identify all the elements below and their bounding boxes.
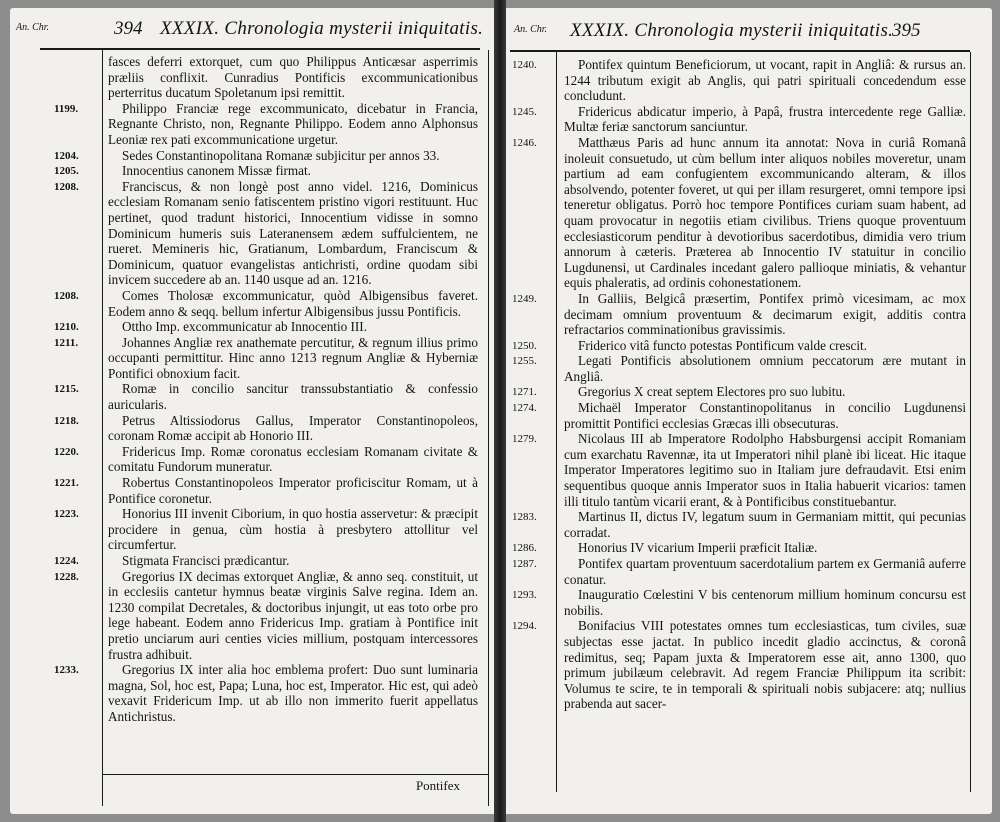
chronology-entry: [512, 400, 966, 431]
entry-year: 1228.: [54, 570, 79, 583]
entry-text: Gregorius IX decimas extorquet Angliæ, & anno seq. constituit, ut in ecclesiis cantetur hymnus beatæ virginis Salve regina. Idem an. 1230 compilat Decretales, & doctoribus injungit, ut eas toto orbe pro lege habeant. Eodem anno Fridericus Imp. gratiam à Pontifice init pretio unciarum auri centies vicies millium, postquam intercessores frustra adhibuit.: [108, 568, 478, 662]
chronology-entry: [512, 353, 966, 384]
left-margin-label: An. Chr.: [16, 22, 50, 33]
chronology-entry: [54, 553, 478, 569]
entry-text: Friderico vitâ functo potestas Pontificum valde crescit.: [578, 337, 867, 353]
entry-year: 1274.: [512, 402, 537, 415]
entry-text: Michaël Imperator Constantinopolitanus in concilio Lugdunensi promittit Pontifici ecclesias Græcas illi obsecuturas.: [564, 400, 966, 431]
right-page-body: [512, 57, 966, 712]
chronology-entry: [512, 57, 966, 104]
entry-text: Inauguratio Cœlestini V bis centenorum millium hominum concursu est nobilis.: [564, 587, 966, 618]
chronology-entry: [54, 163, 478, 179]
chronology-entry: [54, 100, 478, 148]
chronology-entry: [512, 384, 966, 400]
chronology-entry: [54, 662, 478, 724]
entry-year: 1220.: [54, 445, 79, 458]
entry-text: Philippo Franciæ rege excommunicato, dicebatur in Francia, Regnante Christo, non, Regnante Philippo. Eodem anno Alphonsus Leoniæ rex pati excommunicatione urgetur.: [108, 100, 478, 147]
entry-text: Pontifex quintum Beneficiorum, ut vocant, rapit in Angliâ: & rursus an. 1244 tributum exigit ab Anglis, qui patri spirituali concedendum esse concludunt.: [564, 57, 966, 104]
entry-year: 1221.: [54, 477, 79, 490]
entry-text: Romæ in concilio sancitur transsubstantiatio & confessio auricularis.: [108, 381, 478, 413]
entry-text: Comes Tholosæ excommunicatur, quòd Albigensibus faveret. Eodem anno & seqq. bellum infertur Albigensibus jussu Pontificis.: [108, 287, 478, 319]
entry-year: 1224.: [54, 555, 79, 567]
entry-text: Nicolaus III ab Imperatore Rodolpho Habsburgensi accipit Romaniam cum exarchatu Ravennæ, ita ut Imperatori nihil planè ibi liceat. Hic itaque Imperator Imperatores legitimo suo in Italiam jure defraudavit. Etsi enim sequentibus quoque annis Imperator suos in Italia habuerit vicarios: tamen illi titulo tantùm vicarii erant, & à Pontificibus constituebantur.: [564, 431, 966, 509]
entry-text: Stigmata Francisci prædicantur.: [122, 553, 290, 568]
right-year-column-rule: [556, 52, 557, 792]
entry-year: 1250.: [512, 339, 537, 352]
entry-year: 1211.: [54, 336, 79, 349]
left-page-body: [54, 54, 478, 725]
entry-text: Innocentius canonem Missæ firmat.: [122, 163, 311, 179]
chronology-entry: [54, 443, 478, 475]
right-running-header: [514, 16, 988, 44]
entry-text: Matthæus Paris ad hunc annum ita annotat: Nova in curiâ Romanâ inoleuit consuetudo, ut cùm bellum inter aliquos nobiles moveretur, unam partium ad eam confugientem excommunicando alteram, & illos absolvendo, potenter foveret, ut qui per illam resurgeret, omni tempore ipsi teneretur obligatus. Porrò hoc tempore Pontifices curiam suam habent, ad quam provocatur in negotiis etiam civilibus. Triens quoque proventuum ecclesiasticorum penditur à devotioribus sacerdotibus, dimidia vero trium annorum à cæteris. Præterea ab Innocentio IV statuitur in concilio Lugdunensi, ut Cardinales incedant galero pallioque miniatis, & vehantur equis phaleratis, ad ordinis cohonestationem.: [564, 134, 966, 291]
left-footer-rule: [102, 774, 488, 775]
entry-text: Pontifex quartam proventuum sacerdotalium partem ex Germaniâ auferre conatur.: [564, 556, 966, 587]
entry-year: 1279.: [512, 433, 537, 446]
entry-year: 1245.: [512, 105, 537, 118]
entry-year: 1294.: [512, 620, 537, 633]
entry-text: Gregorius IX inter alia hoc emblema profert: Duo sunt luminaria magna, Sol, hoc est, Papa; Luna, hoc est, Imperator. Hic est, qui adeò vexavit Fridericum Imp. ut ab illo non immerito fuerit appellatus Antichristus.: [108, 662, 478, 724]
entry-text: Honorius IV vicarium Imperii præficit Italiæ.: [578, 540, 818, 556]
entry-year: 1208.: [54, 289, 79, 302]
entry-text: Gregorius X creat septem Electores pro suo lubitu.: [578, 384, 846, 400]
chronology-entry: [512, 618, 966, 712]
entry-text: Fridericus Imp. Romæ coronatus ecclesiam Romanam civitate & comitatu Fundorum muneratur.: [108, 443, 478, 475]
right-outer-rule: [970, 52, 971, 792]
right-margin-label: An. Chr.: [514, 24, 548, 35]
left-outer-rule: [488, 50, 489, 806]
entry-text: Fridericus abdicatur imperio, à Papâ, frustra intercedente rege Galliæ. Multæ feriæ sanctorum sanciuntur.: [564, 103, 966, 135]
chronology-entry: [512, 337, 966, 354]
entry-year: 1287.: [512, 558, 537, 570]
entry-text: Robertus Constantinopoleos Imperator proficiscitur Romam, ut à Pontifice coronetur.: [108, 475, 478, 506]
chronology-entry: [512, 290, 966, 338]
entry-year: 1271.: [512, 386, 537, 399]
entry-text: fasces deferri extorquet, cum quo Philippus Anticæsar asperrimis præliis conflixit. Cunradius Pontificis excommunicationibus perterritus ducatum Spoletanum ipsi remittit.: [108, 54, 478, 101]
right-header-rule: [510, 50, 970, 52]
chronology-entry: [512, 556, 966, 587]
entry-text: Honorius III invenit Ciborium, in quo hostia asservetur: & præcipit procidere in genua, cùm hostia à presbytero attollitur vel circumfertur.: [108, 506, 478, 553]
right-page-number: 395: [892, 20, 921, 41]
chronology-entry: [512, 587, 966, 618]
chronology-entry: [54, 147, 478, 164]
left-page-number: 394: [114, 18, 143, 39]
right-running-title: XXXIX. Chronologia mysterii iniquitatis.: [570, 20, 894, 41]
entry-text: Johannes Angliæ rex anathemate percutitur, & regnum illius primo occupanti permittitur. Hinc anno 1213 regnum Angliæ & Hyberniæ Pontifici obnoxium facit.: [108, 334, 478, 381]
chronology-entry: [54, 178, 478, 288]
catchword: Pontifex: [415, 778, 460, 793]
left-header-rule: [40, 48, 480, 50]
entry-year: 1210.: [54, 321, 79, 334]
right-page: [506, 8, 992, 814]
entry-text: Martinus II, dictus IV, legatum suum in Germaniam mittit, qui pecunias corradat.: [564, 509, 966, 540]
entry-year: 1218.: [54, 414, 79, 427]
entry-text: Petrus Altissiodorus Gallus, Imperator Constantinopoleos, coronam Romæ accipit ab Honorio III.: [108, 412, 478, 444]
entry-year: 1283.: [512, 511, 537, 524]
chronology-entry: [512, 540, 966, 556]
entry-year: 1240.: [512, 59, 537, 71]
chronology-entry: [54, 475, 478, 506]
left-running-title: XXXIX. Chronologia mysterii iniquitatis.: [160, 18, 484, 39]
chronology-entry: [54, 506, 478, 553]
left-page: [10, 8, 494, 814]
entry-year: 1208.: [54, 180, 79, 193]
entry-text: Ottho Imp. excommunicatur ab Innocentio III.: [122, 319, 367, 335]
entry-text: Legati Pontificis absolutionem omnium peccatorum ære mutant in Angliâ.: [564, 353, 966, 384]
entry-year: 1204.: [54, 149, 79, 162]
entry-text: Bonifacius VIII potestates omnes tum ecclesiasticas, tum civiles, suæ subjectas esse jactat. In publico incedit gladio accinctus, & coronâ redimitus, seq; Papam juxta & Imperatorem esse ait, anno 1300, quo primum jubilæum celebravit. Ad regem Franciæ Philippum ita scribit: Volumus te scire, te in temporali & spirituali nobis subjacere: atq; nullius prabenda aut sacer-: [564, 618, 966, 712]
chronology-entry: [54, 287, 478, 319]
entry-text: Sedes Constantinopolitana Romanæ subjicitur per annos 33.: [122, 147, 440, 163]
entry-year: 1255.: [512, 355, 537, 368]
chronology-entry: [54, 381, 478, 413]
chronology-entry: [512, 134, 966, 291]
chronology-entry: [54, 334, 478, 382]
entry-year: 1249.: [512, 292, 537, 305]
chronology-entry: [54, 568, 478, 663]
left-year-column-rule: [102, 50, 103, 806]
chronology-entry: [512, 103, 966, 135]
entry-year: 1199.: [54, 102, 79, 115]
chronology-entry: [54, 319, 478, 335]
chronology-entry: [512, 509, 966, 540]
entry-text: Franciscus, & non longè post anno videl. 1216, Dominicus ecclesiam Romanam senio fatiscentem pristino vigori restituunt. Huc pertinet, quod tradunt historici, Innocentium vidisse in somno Dominicum humeris suis Lateranensem ædem suffulcientem, ne rueret. Memineris hic, Gratianum, Lombardum, Franciscum & Dominicum, quatuor evangelistas antichristi, ordine quodam sibi invicem succedere ab an. 1140 usque ad an. 1216.: [108, 178, 478, 288]
chronology-entry: [54, 412, 478, 444]
entry-year: 1246.: [512, 136, 537, 149]
entry-year: 1205.: [54, 165, 79, 178]
entry-year: 1293.: [512, 589, 537, 602]
entry-year: 1286.: [512, 542, 537, 555]
left-running-header: [16, 16, 490, 44]
chronology-entry: [512, 431, 966, 509]
book-gutter: [494, 0, 506, 822]
entry-year: 1223.: [54, 508, 79, 521]
entry-year: 1215.: [54, 383, 79, 396]
chronology-entry: [108, 54, 478, 101]
entry-year: 1233.: [54, 664, 79, 677]
entry-text: In Galliis, Belgicâ præsertim, Pontifex primò vicesimam, ac mox decimam omnium proventuum & decimarum exigit, additis contra refractarios comminationibus gravissimis.: [564, 290, 966, 338]
